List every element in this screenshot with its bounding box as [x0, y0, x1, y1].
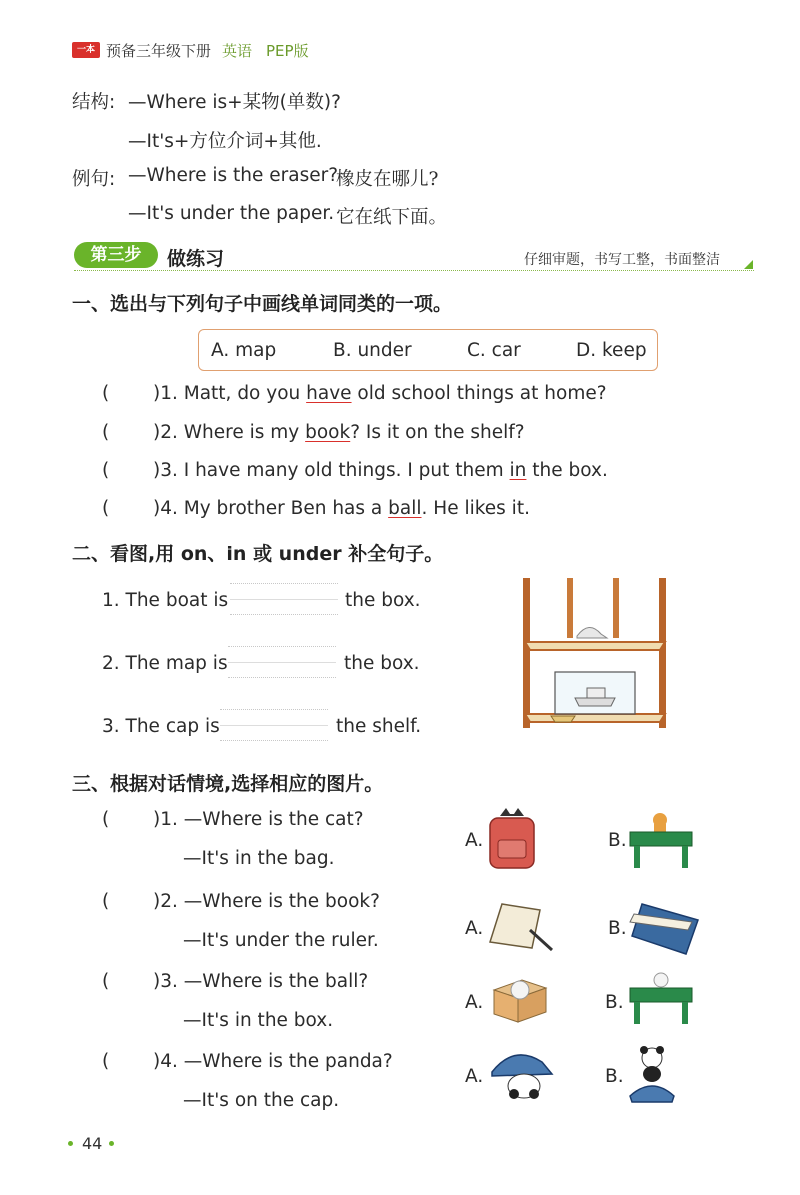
shelf-illustration — [515, 574, 675, 734]
s3-a1: —It's in the bag. — [183, 848, 335, 869]
boat-icon — [575, 698, 615, 706]
s3-a3: —It's in the box. — [183, 1010, 334, 1031]
section1-heading: 一、选出与下列句子中画线单词同类的一项。 — [72, 293, 453, 315]
page-dot-left — [68, 1141, 73, 1146]
answer-paren-s3-4[interactable]: ( — [102, 1051, 110, 1072]
choice-a-label-3: A. — [465, 992, 484, 1013]
choice-b-label-4: B. — [605, 1066, 624, 1087]
choice-b-label-2: B. — [608, 918, 627, 939]
structure-line-1: —Where is+某物(单数)? — [128, 92, 341, 113]
s2-item-1-pre: 1. The boat is — [102, 590, 229, 611]
answer-paren-4[interactable]: ( — [102, 498, 110, 519]
option-d: D. keep — [576, 340, 647, 361]
ball-in-box-icon[interactable] — [488, 974, 550, 1024]
answer-paren-s3-3[interactable]: ( — [102, 971, 110, 992]
choice-a-label-2: A. — [465, 918, 484, 939]
s3-q4: )4. —Where is the panda? — [153, 1051, 393, 1072]
step-divider — [74, 270, 754, 271]
step-tip: 仔细审题，书写工整，书面整洁 — [524, 252, 720, 268]
example-line-1: —Where is the eraser? — [128, 165, 339, 186]
step-title: 做练习 — [167, 248, 225, 270]
book-with-pen-icon[interactable] — [486, 900, 556, 954]
book-under-ruler-icon[interactable] — [628, 900, 704, 958]
s3-q3: )3. —Where is the ball? — [153, 971, 369, 992]
book-title: 预备三年级下册 — [106, 42, 212, 60]
blank-input-1[interactable] — [230, 583, 338, 615]
example-line-2: —It's under the paper. — [128, 203, 335, 224]
s3-a4: —It's on the cap. — [183, 1090, 340, 1111]
triangle-icon — [744, 260, 753, 269]
s2-item-2-pre: 2. The map is — [102, 653, 228, 674]
section2-heading: 二、看图,用 on、in 或 under 补全句子。 — [72, 543, 444, 565]
s2-item-2-post: the box. — [344, 653, 420, 674]
example-line-2-cn: 它在纸下面。 — [336, 207, 448, 228]
cat-on-table-icon[interactable] — [628, 808, 694, 870]
section3-heading: 三、根据对话情境,选择相应的图片。 — [72, 773, 384, 795]
s2-item-3-post: the shelf. — [336, 716, 422, 737]
answer-paren-s3-2[interactable]: ( — [102, 891, 110, 912]
answer-paren-1[interactable]: ( — [102, 383, 110, 404]
publisher-logo: 一本 — [72, 42, 100, 58]
option-a: A. map — [211, 340, 277, 361]
s1-item-3: )3. I have many old things. I put them in the box. — [153, 460, 608, 481]
example-label: 例句: — [72, 169, 116, 190]
s3-a2: —It's under the ruler. — [183, 930, 379, 951]
option-c: C. car — [467, 340, 521, 361]
blank-input-2[interactable] — [228, 646, 336, 678]
answer-paren-2[interactable]: ( — [102, 422, 110, 443]
subject-label: 英语 — [222, 42, 253, 60]
choice-a-label-4: A. — [465, 1066, 484, 1087]
ball-on-table-icon[interactable] — [628, 970, 694, 1028]
s1-item-1: )1. Matt, do you have old school things at home? — [153, 383, 607, 404]
blank-input-3[interactable] — [220, 709, 328, 741]
s1-item-2: )2. Where is my book? Is it on the shelf? — [153, 422, 525, 443]
s2-item-1-post: the box. — [345, 590, 421, 611]
option-b: B. under — [333, 340, 412, 361]
example-line-1-cn: 橡皮在哪儿? — [336, 169, 439, 190]
s2-item-3-pre: 3. The cap is — [102, 716, 220, 737]
map-icon — [551, 716, 575, 722]
s1-item-4: )4. My brother Ben has a ball. He likes it. — [153, 498, 530, 519]
panda-under-cap-icon[interactable] — [488, 1044, 556, 1102]
answer-paren-3[interactable]: ( — [102, 460, 110, 481]
page-dot-right — [109, 1141, 114, 1146]
step-badge: 第三步 — [74, 242, 158, 268]
s3-q1: )1. —Where is the cat? — [153, 809, 364, 830]
choice-b-label-3: B. — [605, 992, 624, 1013]
s3-q2: )2. —Where is the book? — [153, 891, 380, 912]
bag-with-cat-icon[interactable] — [484, 806, 540, 872]
answer-paren-s3-1[interactable]: ( — [102, 809, 110, 830]
structure-label: 结构: — [72, 92, 116, 113]
cap-icon — [577, 627, 607, 638]
choice-b-label: B. — [608, 830, 627, 851]
page-number: 44 — [82, 1134, 103, 1153]
version-label: PEP版 — [266, 42, 309, 60]
choice-a-label: A. — [465, 830, 484, 851]
structure-line-2: —It's+方位介词+其他. — [128, 131, 322, 152]
panda-on-cap-icon[interactable] — [628, 1044, 676, 1104]
